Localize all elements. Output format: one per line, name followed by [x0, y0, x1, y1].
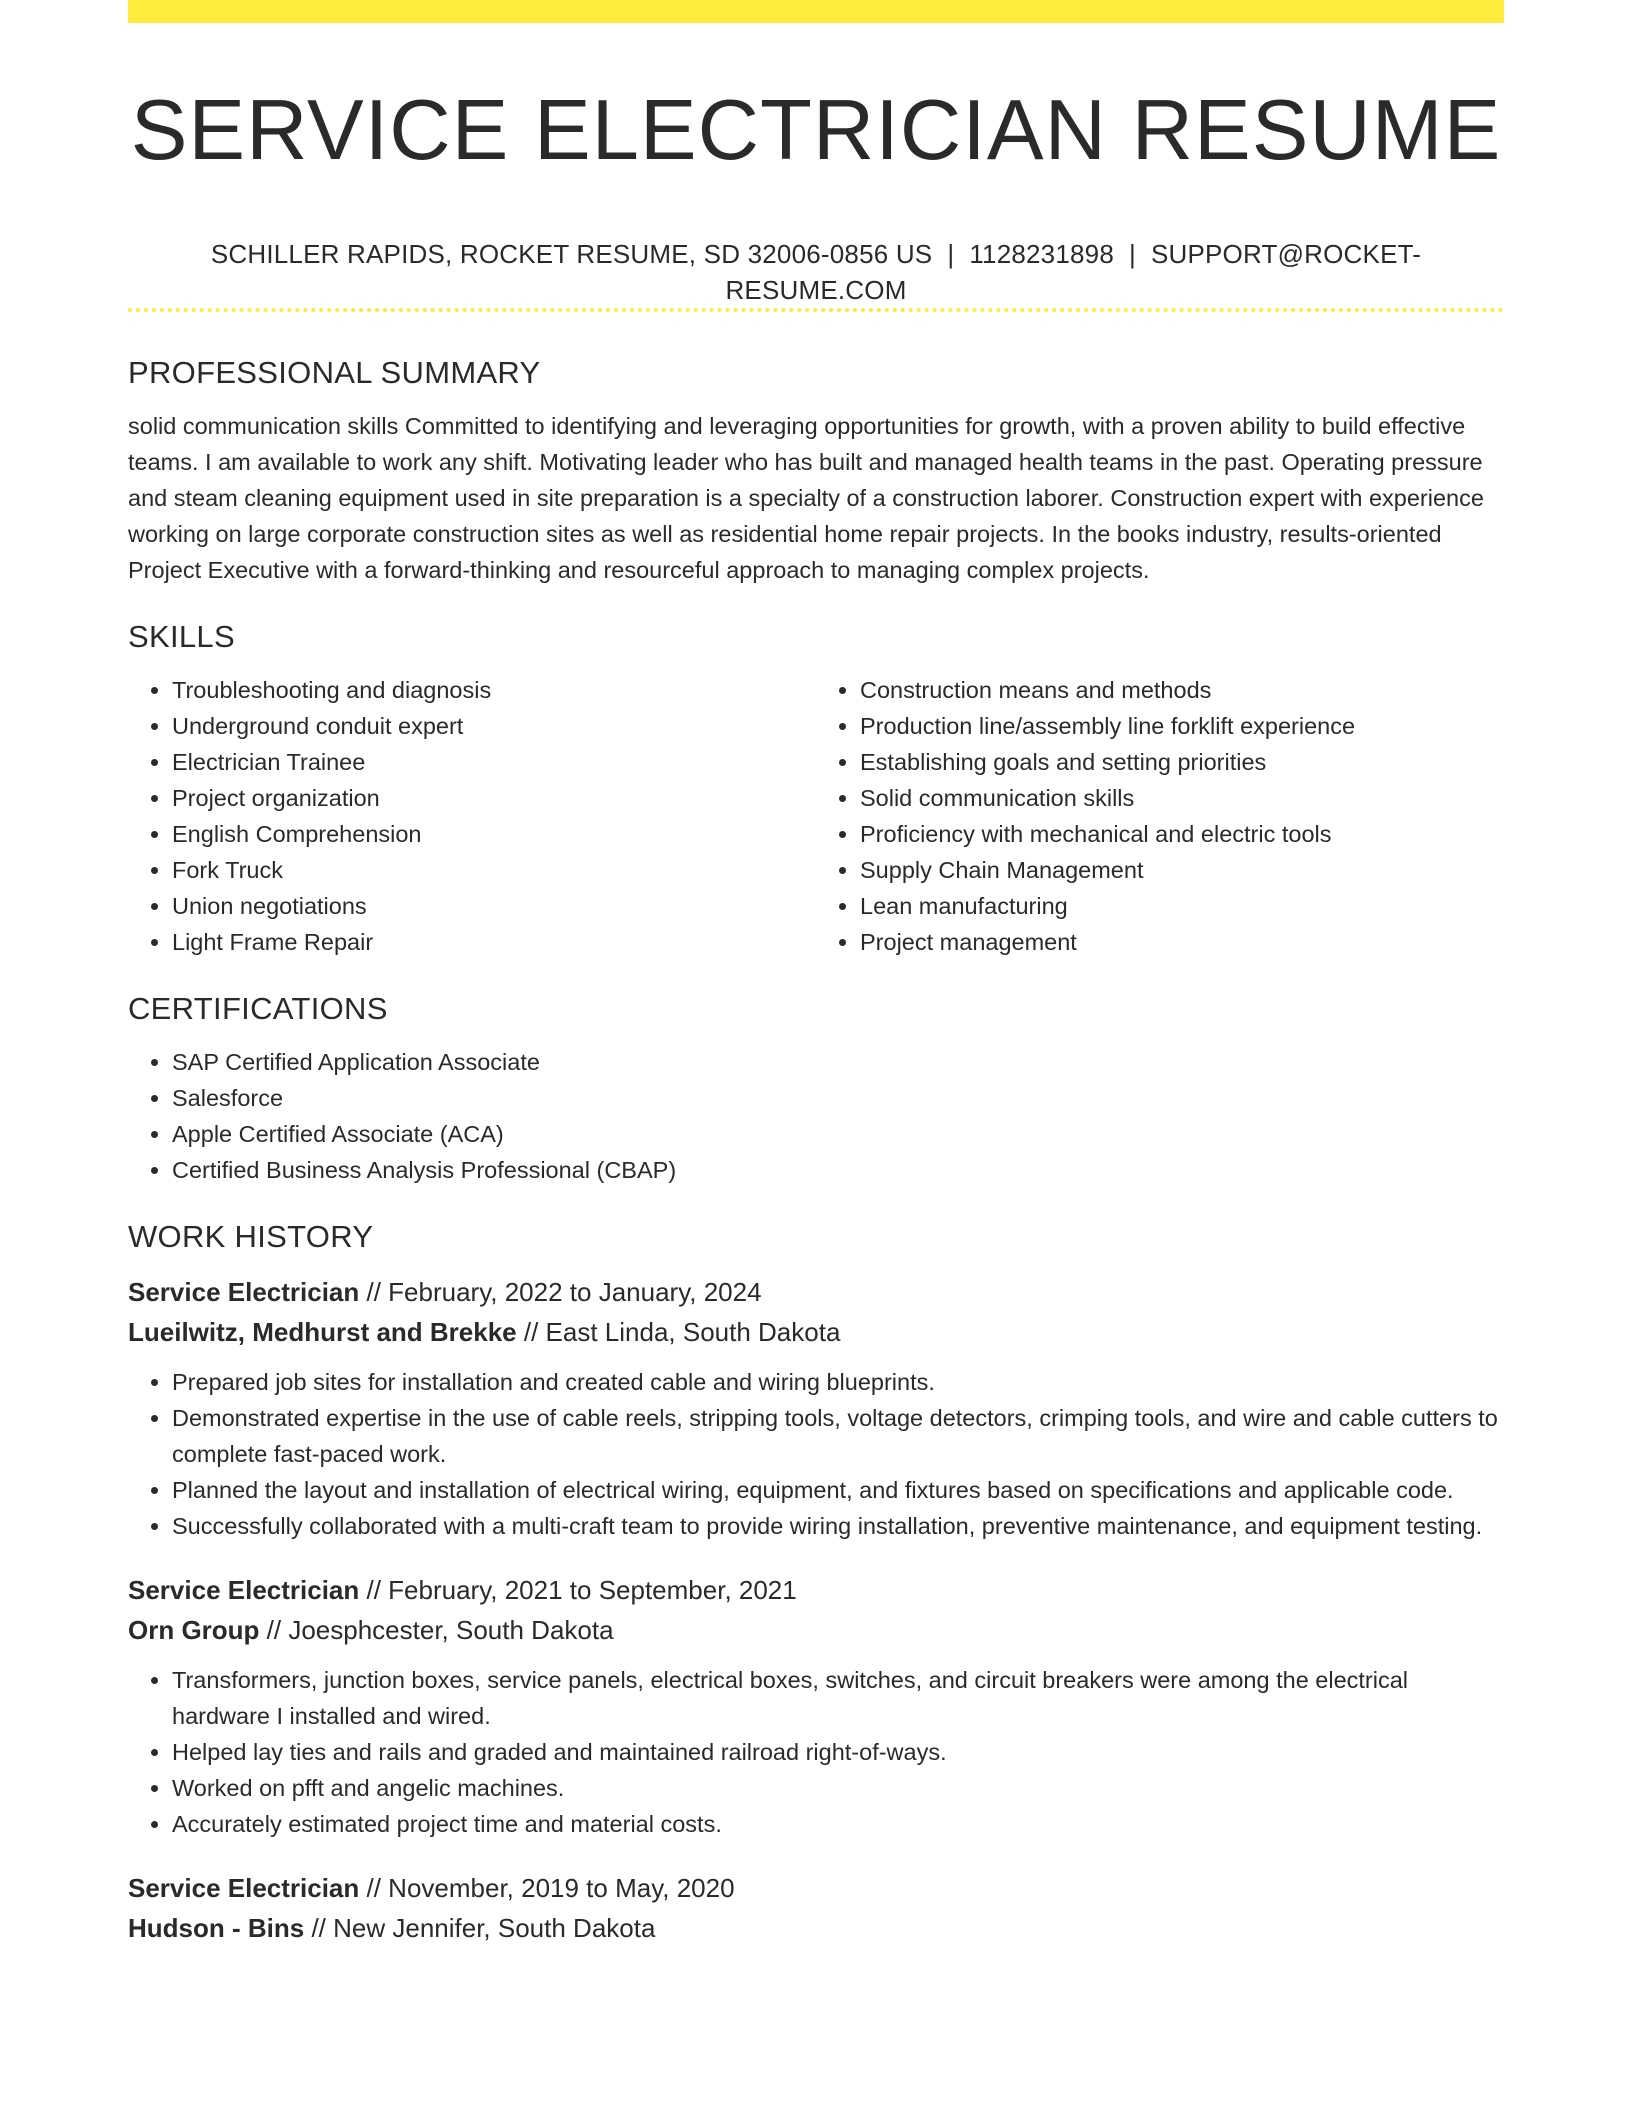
contact-separator: |: [947, 239, 955, 269]
job-bullets: [128, 1662, 1504, 1842]
job-title-line: [128, 1272, 1504, 1312]
list-item: • Electrician Trainee: [172, 744, 816, 780]
contact-phone: 1128231898: [969, 239, 1114, 269]
job-title: Service Electrician: [128, 1575, 360, 1605]
job-entry: [128, 1570, 1504, 1842]
job-bullets: [128, 1364, 1504, 1544]
job-location: // Joesphcester, South Dakota: [266, 1615, 614, 1645]
list-item: • Production line/assembly line forklift experience: [860, 708, 1504, 744]
list-item: • Prepared job sites for installation and created cable and wiring blueprints.: [172, 1364, 1504, 1400]
job-company: Lueilwitz, Medhurst and Brekke: [128, 1317, 517, 1347]
skills-columns: [128, 658, 1504, 960]
summary-heading: PROFESSIONAL SUMMARY: [128, 355, 541, 390]
list-item: • Project management: [860, 924, 1504, 960]
list-item: • Demonstrated expertise in the use of cable reels, stripping tools, voltage detectors, crimping tools, and wire and cable cutters to complete fast-paced work.: [172, 1400, 1504, 1472]
skills-heading: SKILLS: [128, 619, 235, 654]
list-item: • Project organization: [172, 780, 816, 816]
contact-line: [128, 236, 1504, 308]
contact-email: SUPPORT@ROCKET-RESUME.COM: [725, 239, 1422, 305]
contact-address: SCHILLER RAPIDS, ROCKET RESUME, SD 32006-0856 US: [210, 239, 933, 269]
job-dates: // February, 2022 to January, 2024: [366, 1277, 762, 1307]
skills-list-right: [816, 672, 1504, 960]
list-item: • Lean manufacturing: [860, 888, 1504, 924]
job-title: Service Electrician: [128, 1873, 360, 1903]
certifications-heading: CERTIFICATIONS: [128, 991, 388, 1026]
list-item: • Underground conduit expert: [172, 708, 816, 744]
summary-text: solid communication skills Committed to identifying and leveraging opportunities for growth, with a proven ability to build effective teams. I am available to work any shift. Motivating leader who has built and managed health teams in the past. Operating pressure and steam cleaning equipment used in site preparation is a specialty of a construction laborer. Construction expert with experience working on large corporate construction sites as well as residential home repair projects. In the books industry, results-oriented Project Executive with a forward-thinking and resourceful approach to managing complex projects.: [128, 413, 1484, 583]
list-item: • Salesforce: [172, 1080, 1504, 1116]
resume-content: [128, 352, 1504, 1948]
job-entry: [128, 1272, 1504, 1544]
job-entry: [128, 1868, 1504, 1948]
job-company-line: [128, 1312, 1504, 1352]
list-item: • English Comprehension: [172, 816, 816, 852]
list-item: • Supply Chain Management: [860, 852, 1504, 888]
list-item: • Transformers, junction boxes, service panels, electrical boxes, switches, and circuit breakers were among the electrical hardware I installed and wired.: [172, 1662, 1504, 1734]
job-dates: // November, 2019 to May, 2020: [366, 1873, 735, 1903]
list-item: • Planned the layout and installation of electrical wiring, equipment, and fixtures based on specifications and applicable code.: [172, 1472, 1504, 1508]
job-title-line: [128, 1570, 1504, 1610]
list-item: • Establishing goals and setting priorities: [860, 744, 1504, 780]
job-title: Service Electrician: [128, 1277, 360, 1307]
list-item: • Successfully collaborated with a multi-craft team to provide wiring installation, preventive maintenance, and equipment testing.: [172, 1508, 1504, 1544]
list-item: • Helped lay ties and rails and graded and maintained railroad right-of-ways.: [172, 1734, 1504, 1770]
list-item: • Accurately estimated project time and material costs.: [172, 1806, 1504, 1842]
job-location: // East Linda, South Dakota: [523, 1317, 841, 1347]
work-history-heading: WORK HISTORY: [128, 1219, 374, 1254]
list-item: • Troubleshooting and diagnosis: [172, 672, 816, 708]
list-item: • SAP Certified Application Associate: [172, 1044, 1504, 1080]
list-item: • Apple Certified Associate (ACA): [172, 1116, 1504, 1152]
job-company: Orn Group: [128, 1615, 260, 1645]
dotted-divider: [128, 308, 1504, 312]
list-item: • Solid communication skills: [860, 780, 1504, 816]
accent-bar: [128, 0, 1504, 23]
list-item: • Light Frame Repair: [172, 924, 816, 960]
list-item: • Union negotiations: [172, 888, 816, 924]
contact-separator: |: [1128, 239, 1136, 269]
list-item: • Certified Business Analysis Professional (CBAP): [172, 1152, 1504, 1188]
job-title-line: [128, 1868, 1504, 1908]
certifications-section: [128, 988, 1504, 1188]
skills-section: [128, 616, 1504, 960]
list-item: • Construction means and methods: [860, 672, 1504, 708]
job-location: // New Jennifer, South Dakota: [311, 1913, 656, 1943]
job-list: [128, 1272, 1504, 1948]
job-company-line: [128, 1908, 1504, 1948]
list-item: • Proficiency with mechanical and electric tools: [860, 816, 1504, 852]
skills-list-left: [128, 672, 816, 960]
list-item: • Fork Truck: [172, 852, 816, 888]
page-title: SERVICE ELECTRICIAN RESUME: [130, 83, 1502, 178]
list-item: • Worked on pfft and angelic machines.: [172, 1770, 1504, 1806]
job-dates: // February, 2021 to September, 2021: [366, 1575, 797, 1605]
summary-section: [128, 352, 1504, 588]
work-history-section: [128, 1216, 1504, 1948]
job-company-line: [128, 1610, 1504, 1650]
certifications-list: [128, 1044, 1504, 1188]
job-company: Hudson - Bins: [128, 1913, 305, 1943]
